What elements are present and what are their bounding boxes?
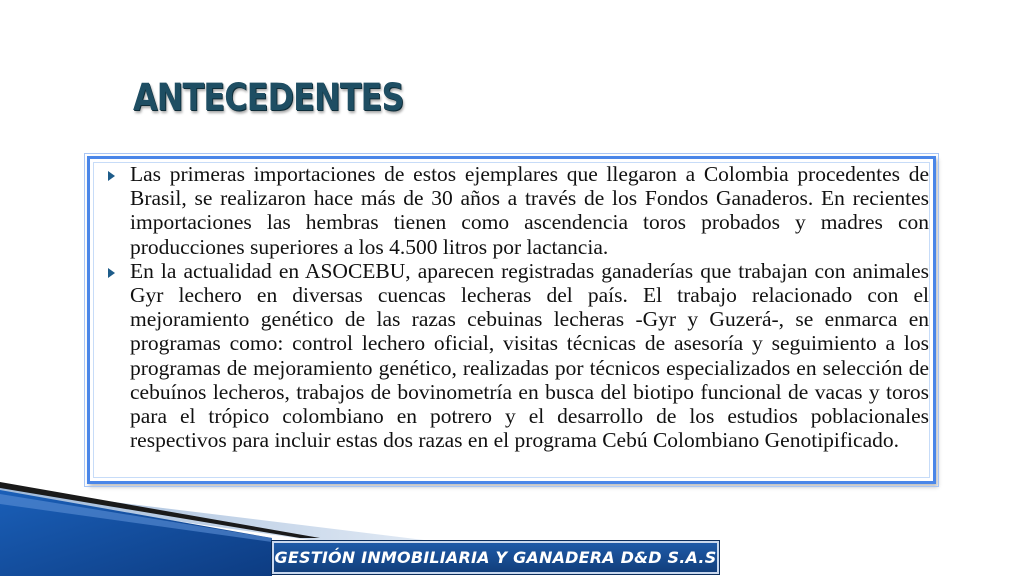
slide-title: ANTECEDENTES	[133, 76, 404, 119]
triangle-right-icon	[108, 268, 115, 278]
content-box	[87, 156, 936, 484]
bullet-item	[108, 162, 929, 259]
triangle-right-icon	[108, 171, 115, 181]
footer-banner	[272, 541, 719, 574]
bullet-text: Las primeras importaciones de estos ejemplares que llegaron a Colombia procedentes de Brasil, se realizaron hace más de 30 años a través de los Fondos Ganaderos. En recientes importaciones las hembras tienen como ascendencia toros probados y madres con producciones superiores a los 4.500 litros por lactancia.	[130, 162, 929, 259]
bullet-text: En la actualidad en ASOCEBU, aparecen registradas ganaderías que trabajan con animales Gyr lechero en diversas cuencas lecheras del país. El trabajo relacionado con el mejoramiento genético de las razas cebuinas lecheras -Gyr y Guzerá-, se enmarca en programas como: control lechero oficial, visitas técnicas de asesoría y seguimiento a los programas de mejoramiento genético, realizadas por técnicos especializados en selección de cebuínos lecheros, trabajos de bovinometría en busca del biotipo funcional de vacas y toros para el trópico colombiano en potrero y el desarrollo de los estudios poblacionales respectivos para incluir estas dos razas en el programa Cebú Colombiano Genotipificado.	[130, 258, 929, 453]
bullet-list	[108, 162, 929, 452]
bullet-item	[108, 259, 929, 453]
footer-company-name: GESTIÓN INMOBILIARIA Y GANADERA D&D S.A.S	[274, 548, 717, 567]
